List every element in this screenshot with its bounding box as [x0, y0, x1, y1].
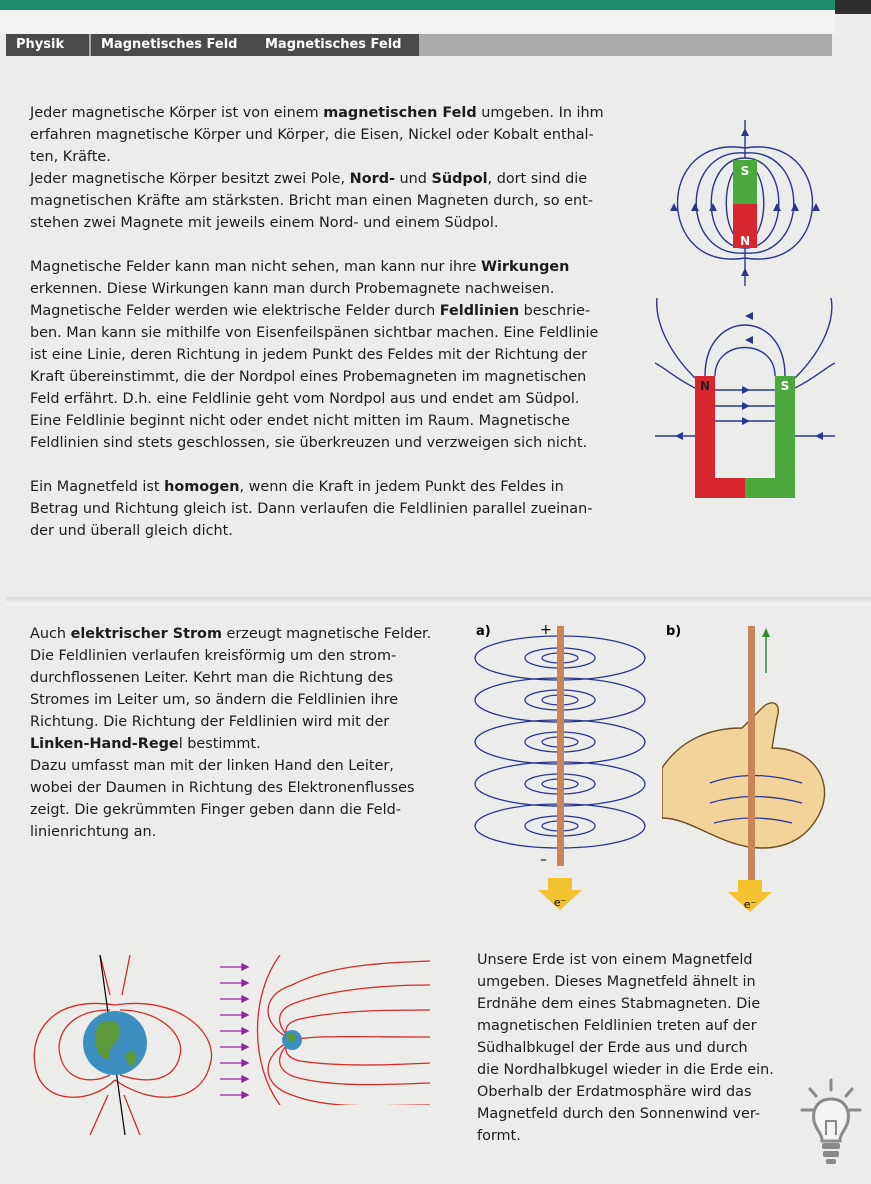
- breadcrumb: [6, 34, 832, 56]
- bar-magnet-figure: [660, 118, 830, 288]
- electron-label-b: e⁻: [743, 898, 757, 911]
- paragraph-magnetic-body: Jeder magnetische Körper ist von einem magnetischen Feld umgeben. In ihm erfahren magnetische Körper und Körper, die Eisen, Nickel oder Kobalt enthal- ten, Kräfte. Jeder magnetische Körper besitzt zwei Pole, Nord- und Südpol, dort sind die magnetischen Kräfte am stärksten. Bricht man einen Magneten durch, so ent- stehen zwei Magnete mit jeweils einem Nord- und einem Südpol.: [30, 105, 604, 231]
- horseshoe-north-label: N: [699, 379, 711, 393]
- paragraph-earth-field: Unsere Erde ist von einem Magnetfeld umgeben. Dieses Magnetfeld ähnelt in Erdnähe dem eines Stabmagneten. Die magnetischen Feldlinien treten auf der Südhalbkugel der Erde aus und durch die Nordhalbkugel wieder in die Erde ein. Oberhalb der Erdatmosphäre wird das Magnetfeld durch den Sonnenwind ver- formt.: [477, 952, 774, 1144]
- paragraph-electric-current: Auch elektrischer Strom erzeugt magnetische Felder. Die Feldlinien verlaufen kreisförmig um den strom- durchflossenen Leiter. Kehrt man die Richtung des Stromes im Leiter um, so ändern die Feldlinien ihre Richtung. Die Richtung der Feldlinien wird mit der Linken-Hand-Regel bestimmt. Dazu umfasst man mit der linken Hand den Leiter, wobei der Daumen in Richtung des Elektronenflusses zeigt. Die gekrümmten Finger geben dann die Feld- linienrichtung an.: [30, 626, 432, 840]
- paragraph-homogeneous-field: Ein Magnetfeld ist homogen, wenn die Kraft in jedem Punkt des Feldes in Betrag und Richtung gleich ist. Dann verlaufen die Feldlinien parallel zueinan- der und überall gleich dicht.: [30, 479, 593, 539]
- breadcrumb-item-magnetisches-feld-current[interactable]: Magnetisches Feld: [255, 34, 419, 56]
- horseshoe-south-label: S: [780, 379, 790, 393]
- wire-plus-label: +: [540, 622, 552, 638]
- earth-dipole-field-figure: [30, 955, 220, 1145]
- paragraph-field-lines: Magnetische Felder kann man nicht sehen, man kann nur ihre Wirkungen erkennen. Diese Wirkungen kann man durch Probemagnete nachweisen. Magnetische Felder werden wie elektrische Felder durch Feldlinien beschrie- ben. Man kann sie mithilfe von Eisenfeilspänen sichtbar machen. Eine Feldlinie ist eine Linie, deren Richtung in jedem Punkt des Feldes mit der Richtung der Kraft übereinstimmt, die der Nordpol eines Probemagneten im magnetischen Feld erfährt. D.h. eine Feldlinie geht vom Nordpol aus und endet am Südpol. Eine Feldlinie beginnt nicht oder endet nicht mitten im Raum. Magnetische Feldlinien sind stets geschlossen, sie überkreuzen und verzweigen sich nicht.: [30, 259, 599, 451]
- header-strip: [0, 10, 835, 34]
- wire-field-figure-a: [470, 618, 650, 928]
- section-divider: [6, 597, 871, 605]
- lightbulb-icon: [800, 1075, 862, 1170]
- figure-a-label: a): [476, 624, 491, 639]
- electron-label-a: e⁻: [553, 896, 567, 909]
- wire-minus-label: –: [540, 852, 547, 868]
- magnet-north-label: N: [739, 234, 751, 248]
- magnet-south-label: S: [740, 164, 750, 178]
- breadcrumb-item-magnetisches-feld[interactable]: Magnetisches Feld: [91, 34, 258, 56]
- solar-wind-field-figure: [220, 955, 440, 1105]
- top-dark-corner: [835, 0, 871, 14]
- left-hand-rule-figure-b: [662, 618, 832, 928]
- top-accent-bar: [0, 0, 835, 10]
- horseshoe-magnet-figure: [655, 298, 835, 500]
- breadcrumb-item-physik[interactable]: Physik: [6, 34, 89, 56]
- figure-b-label: b): [666, 624, 682, 639]
